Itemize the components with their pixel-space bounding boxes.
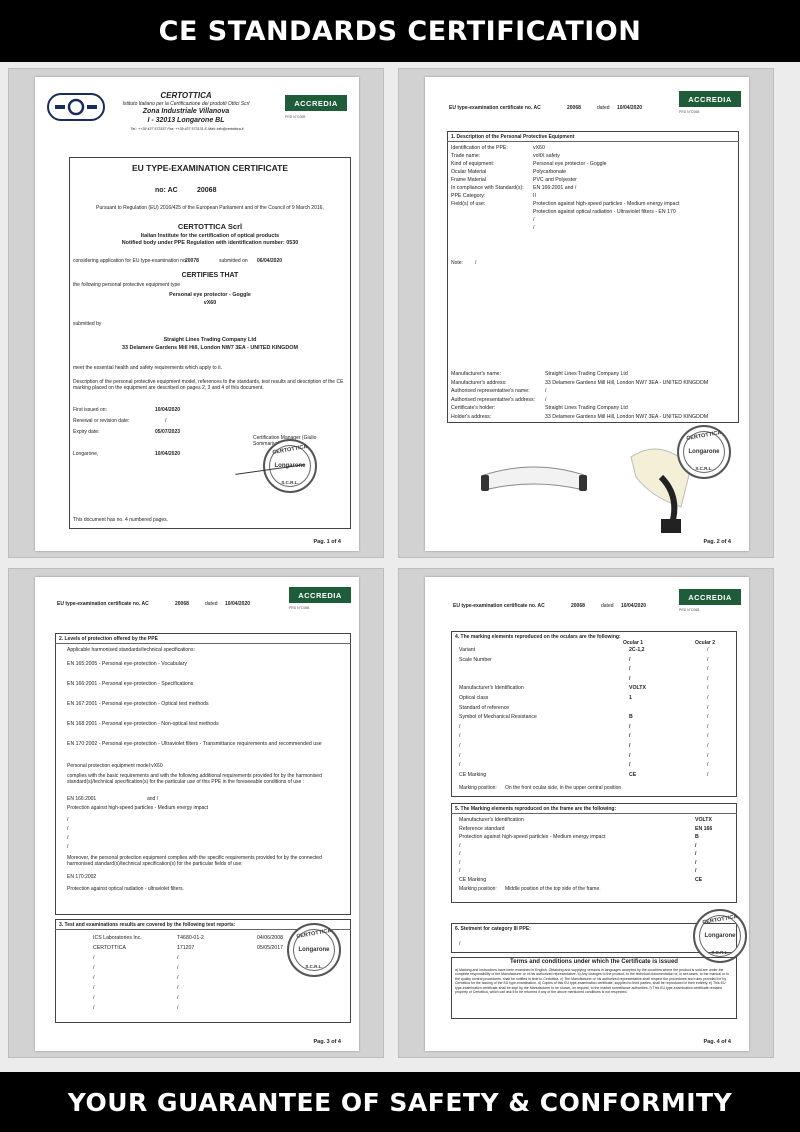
goggle-front-icon	[479, 457, 589, 497]
stamp-bottom-text: S.C.R.L.	[281, 480, 299, 485]
stamp-ring-text: CERTOTTICA	[272, 443, 308, 457]
marking-ocular-2: /	[707, 666, 709, 673]
marking-ocular-1: 1	[629, 695, 632, 701]
report-number: 171207	[177, 945, 195, 951]
standard-1: EN 166:2001	[67, 796, 97, 802]
marking-ocular-1: /	[629, 762, 631, 769]
expiry-value: 05/07/2023	[155, 429, 181, 435]
standard-2: EN 170:2002	[67, 874, 97, 880]
ppe-field-label: Frame Material	[451, 177, 486, 183]
marking-ocular-2: /	[707, 685, 709, 692]
marking-ocular-2: /	[707, 762, 709, 769]
section-6-value: /	[459, 941, 461, 947]
page-number: Pag. 3 of 4	[313, 1039, 341, 1045]
certificate-page-4	[398, 568, 774, 1058]
terms-title: Terms and conditions under which the Certificate is issued	[510, 959, 678, 965]
stamp-ring-text: CERTOTTICA	[686, 429, 722, 443]
frame-marking-label: /	[459, 868, 461, 874]
report-lab: /	[93, 1005, 95, 1011]
stamp-bottom-text: S.C.R.L.	[305, 964, 323, 969]
marking-ocular-2: /	[707, 675, 709, 682]
certottica-stamp-icon	[287, 923, 341, 977]
note-value: /	[475, 260, 477, 266]
header-cert-no: 20068	[567, 105, 581, 111]
divider	[447, 141, 739, 142]
frame-marking-label: Protection against high-speed particles - Medium energy impact	[459, 834, 606, 840]
marking-ocular-1: VOLTX	[629, 685, 646, 692]
product-model: vX60	[203, 300, 217, 306]
complies-text: complies with the basic requirements and with the following additional requirements provided for by the harmonised standard(s)/technical specification(s) for the particular use of this PPE in the foreseeable conditions of use :	[67, 773, 322, 786]
report-number: T4680-01-2	[177, 935, 204, 941]
ppe-field-label: Field(s) of use:	[451, 201, 486, 207]
marking-label: /	[459, 752, 461, 759]
frame-marking-label: /	[459, 851, 461, 857]
divider	[55, 643, 351, 644]
frame-marking-value: /	[695, 859, 697, 866]
standard-item: EN 166:2001 - Personal eye-protection - Specifications	[67, 681, 194, 687]
model-line: Personal protection equipment model:vX60	[67, 763, 163, 769]
marking-ocular-2: /	[707, 723, 709, 730]
place-date: 10/04/2020	[155, 451, 181, 457]
page-number: Pag. 1 of 4	[313, 539, 341, 545]
manufacturer-field-value: 33 Delamere Gardens Mill Hill, London NW7 3EA - UNITED KINGDOM	[545, 379, 709, 386]
ppe-field-value: PVC and Polyester	[533, 177, 577, 183]
company-address: 33 Delamere Gardens Mill Hill, London NW7 3EA - UNITED KINGDOM	[122, 345, 298, 351]
ppe-field-value: vX60	[533, 145, 545, 151]
section-6-heading: 6. Stetment for category III PPE:	[455, 926, 531, 932]
marking-ocular-1: /	[629, 675, 631, 682]
pursuant-text: Pursuant to Regulation (EU) 2016/425 of the European Parliament and of the Council of 9 March 2016,	[96, 205, 324, 211]
standard-item: EN 168:2001 - Personal eye-protection - Non-optical test methods	[67, 721, 219, 727]
report-number: /	[177, 965, 179, 971]
stamp-bottom-text: S.C.R.L.	[695, 466, 713, 471]
top-banner: CE STANDARDS CERTIFICATION	[0, 0, 800, 62]
manufacturer-field-value: Straight Lines Trading Company Ltd	[545, 405, 628, 411]
meets-text: meet the essential health and safety requirements which apply to it.	[73, 365, 222, 371]
body-desc-2: Notified body under PPE Regulation with identification number: 0530	[121, 240, 299, 246]
application-no: 20078	[185, 258, 199, 264]
submitted-on-label: submitted on	[219, 258, 248, 264]
certificate-page-2	[398, 68, 774, 558]
marking-ocular-1: CE	[629, 771, 637, 778]
stamp-center-text: Longarone	[688, 449, 720, 455]
certifies-heading: CERTIFIES THAT	[181, 272, 239, 279]
stamp-center-text: Longarone	[704, 933, 736, 939]
marking-ocular-1: /	[629, 666, 631, 673]
and-text: and /	[147, 796, 159, 802]
certificate-title: EU TYPE-EXAMINATION CERTIFICATE	[132, 163, 288, 173]
manufacturer-field-label: Authorised representative's address:	[451, 396, 536, 403]
section-2-heading: 2. Levels of protection offered by the PPE	[59, 636, 158, 642]
manufacturer-field-label: Authorised representative's name:	[451, 388, 530, 394]
sheet-page-1	[35, 77, 359, 551]
marking-label: /	[459, 762, 461, 769]
frame-marking-label: CE Marking	[459, 876, 487, 883]
certificate-no-label: no: AC	[155, 187, 178, 194]
report-number: /	[177, 995, 179, 1001]
marking-label: Scale Number	[459, 656, 492, 663]
org-subtitle: Istituto Italiano per la Certificazione dei prodotti Ottici Scrl	[122, 101, 250, 107]
accredia-note: PRD N°C06B	[285, 115, 306, 119]
frame-position-value: Middle position of the top side of the frame.	[505, 886, 601, 892]
section-3-heading: 3. Test and examinations results are covered by the following test reports:	[59, 922, 236, 928]
marking-label: Optical class	[459, 695, 489, 701]
marking-label: Standard of reference	[459, 704, 510, 711]
marking-label: Manufacturer's Identification	[459, 685, 524, 692]
frame-marking-value: /	[695, 868, 697, 874]
report-lab: /	[93, 975, 95, 981]
header-dated: dated	[601, 603, 614, 609]
accredia-logo: ACCREDIA	[289, 587, 351, 603]
ppe-field-label: In compliance with Standard(s):	[451, 185, 524, 191]
marking-ocular-1: /	[629, 743, 631, 749]
standard-item: EN 170:2002 - Personal eye-protection - Ultraviolet filters - Transmittance requirements and recommended use	[67, 741, 322, 747]
marking-position-value: On the front ocular side, in the upper central position	[505, 785, 622, 791]
stamp-center-text: Longarone	[274, 463, 306, 469]
marking-label: CE Marking	[459, 771, 487, 778]
stamp-bottom-text: S.C.R.L.	[711, 950, 729, 955]
manufacturer-field-label: Holder's address:	[451, 413, 492, 420]
slash-item: /	[67, 826, 69, 832]
marking-ocular-2: /	[707, 733, 709, 740]
place-label: Longarone,	[73, 451, 99, 457]
ppe-field-label: Identification of the PPE:	[451, 145, 508, 151]
body-desc-1: Italian Institute for the certification of optical products	[140, 233, 280, 239]
frame-marking-value: EN 166	[695, 825, 713, 832]
ppe-field-value: Personal eye protector - Goggle	[533, 161, 607, 167]
header-cert-no: 20068	[175, 601, 189, 607]
sheet-page-4	[425, 577, 749, 1051]
ppe-field-value: II	[533, 193, 536, 199]
marking-label: /	[459, 723, 461, 730]
ppe-field-label: PPE Category:	[451, 193, 486, 199]
report-lab: CERTOTTICA	[93, 945, 126, 951]
header-line: EU type-examination certificate no. AC	[449, 105, 541, 111]
considering-text: considering application for EU type-examination no.	[73, 258, 188, 264]
report-lab: /	[93, 955, 95, 961]
manufacturer-field-value: Straight Lines Trading Company Ltd	[545, 371, 628, 377]
marking-ocular-2: /	[707, 743, 709, 749]
expiry-label: Expiry date:	[73, 429, 100, 435]
manager-title: Certification Manager (Giulio Sommariva)	[253, 435, 317, 448]
header-dated: dated	[597, 105, 610, 111]
product-name: Personal eye protector - Goggle	[169, 292, 251, 298]
ocular-1-heading: Ocular 1	[623, 640, 644, 646]
frame-marking-label: Reference standard	[459, 825, 505, 832]
header-dated: dated	[205, 601, 218, 607]
standard-item: EN 165:2005 - Personal eye-protection - Vocabulary	[67, 661, 187, 667]
stamp-ring-text: CERTOTTICA	[702, 913, 738, 927]
accredia-logo: ACCREDIA	[679, 589, 741, 605]
manufacturer-field-value: 33 Delamere Gardens Mill Hill, London NW7 3EA - UNITED KINGDOM	[545, 413, 709, 420]
certificate-grid	[0, 62, 800, 1072]
org-address-1: Zona Industriale Villanova	[142, 108, 230, 115]
page-number: Pag. 4 of 4	[703, 1039, 731, 1045]
marking-label: /	[459, 743, 461, 749]
org-contacts: Tel.: ++39 437 573157 Fax: ++39 437 573131 E-Mail: info@certottica.it	[130, 127, 244, 131]
description-text: Description of the personal protective equipment model, references to the standards, test results and description of the CE marking placed on the equipment are described on pages 2, 3 and 4 of this document.	[73, 379, 344, 392]
marking-ocular-2: /	[707, 704, 709, 711]
report-lab: ICS Laboratories Inc.	[93, 935, 142, 941]
marking-ocular-1: /	[629, 723, 631, 730]
stamp-center-text: Longarone	[298, 947, 330, 953]
section-5-heading: 5. The Marking elements reproduced on the frame are the following:	[455, 806, 617, 812]
ppe-field-value: Protection against optical radiation - Ultraviolet filters - EN 170	[533, 209, 676, 215]
standard-item: EN 167:2001 - Personal eye-protection - Optical test methods	[67, 701, 209, 707]
accredia-logo: ACCREDIA	[679, 91, 741, 107]
frame-marking-value: /	[695, 851, 697, 857]
header-date: 10/04/2020	[617, 105, 643, 111]
marking-label: Symbol of Mechanical Resistance	[459, 714, 537, 721]
marking-ocular-2: /	[707, 714, 709, 721]
org-name: CERTOTTICA	[160, 91, 212, 100]
marking-ocular-2: /	[707, 647, 709, 653]
manufacturer-field-value: /	[545, 396, 547, 403]
impact-text: Protection against high-speed particles - Medium energy impact	[67, 805, 209, 811]
renewal-label: Renewal or revision date:	[73, 418, 130, 424]
header-cert-no: 20068	[571, 603, 585, 609]
slash-item: /	[67, 844, 69, 850]
marking-ocular-2: /	[707, 771, 709, 778]
company-name: Straight Lines Trading Company Ltd	[163, 337, 257, 343]
accredia-note: PRD N°C06B	[679, 608, 700, 612]
marking-ocular-2: /	[707, 695, 709, 701]
ppe-field-value: Polycarbonate	[533, 169, 567, 175]
marking-ocular-1: /	[629, 733, 631, 740]
moreover-text: Moreover, the personal protection equipment complies with the specific requirements provided for by the connected harmonised standard(s)/technical specification(s) for the particular fields of use:	[67, 855, 322, 868]
ppe-field-label: Trade name:	[451, 153, 481, 159]
accredia-note: PRD N°C06B	[679, 110, 700, 114]
report-number: /	[177, 985, 179, 991]
header-date: 10/04/2020	[621, 603, 647, 609]
accredia-note: PRD N°C06B	[289, 606, 310, 610]
marking-ocular-1: /	[629, 752, 631, 759]
submitted-by-label: submitted by	[73, 321, 102, 327]
optical-text: Protection against optical radiation - ultraviolet filters.	[67, 886, 185, 892]
report-lab: /	[93, 995, 95, 1001]
report-lab: /	[93, 965, 95, 971]
org-address-2: I - 32013 Longarone BL	[147, 117, 225, 124]
section-1-heading: 1. Description of the Personal Protective Equipment	[451, 134, 575, 140]
ppe-field-label: Ocular Material	[451, 169, 487, 175]
report-date: 05/05/2017	[257, 945, 283, 951]
ppe-field-label: Kind of equipment:	[451, 161, 495, 167]
ppe-field-value: EN 166:2001 and /	[533, 185, 577, 191]
slash-item: /	[67, 817, 69, 823]
note-label: Note:	[451, 260, 463, 266]
report-number: /	[177, 955, 179, 961]
header-line: EU type-examination certificate no. AC	[453, 603, 545, 609]
manufacturer-field-value: /	[545, 388, 547, 394]
report-number: /	[177, 975, 179, 981]
certottica-logo-icon	[47, 93, 105, 121]
renewal-value: /	[165, 418, 167, 424]
divider	[451, 813, 737, 814]
ppe-field-value: /	[533, 225, 535, 231]
report-lab: /	[93, 985, 95, 991]
frame-marking-label: Manufacturer's Identification	[459, 817, 524, 823]
ppe-field-value: /	[533, 217, 535, 223]
sheet-page-2	[425, 77, 749, 551]
certificate-page-1	[8, 68, 384, 558]
certificate-page-3	[8, 568, 384, 1058]
first-issued-value: 10/04/2020	[155, 407, 181, 413]
marking-ocular-1: /	[629, 656, 631, 663]
marking-ocular-1: B	[629, 714, 633, 721]
marking-label: /	[459, 733, 461, 740]
ppe-field-value: Protection against high-speed particles - Medium energy impact	[533, 201, 680, 207]
certottica-stamp-icon	[693, 909, 747, 963]
ocular-2-heading: Ocular 2	[695, 640, 716, 646]
accredia-logo: ACCREDIA	[285, 95, 347, 111]
frame-marking-value: CE	[695, 876, 703, 883]
body-name: CERTOTTICA Scrl	[177, 222, 243, 231]
sheet-page-3	[35, 577, 359, 1051]
frame-marking-value: /	[695, 842, 697, 849]
certificate-no-value: 20068	[197, 187, 217, 194]
applicable-text: Applicable harmonised standards/technical specifications:	[67, 647, 195, 653]
page-number: Pag. 2 of 4	[703, 539, 731, 545]
frame-marking-label: /	[459, 842, 461, 849]
frame-marking-value: B	[695, 834, 699, 840]
marking-label: Variant	[459, 647, 476, 653]
frame-marking-value: VOLTX	[695, 817, 712, 823]
manufacturer-field-label: Certificate's holder:	[451, 405, 496, 411]
manufacturer-field-label: Manufacturer's name:	[451, 371, 502, 377]
report-date: 04/06/2008	[257, 935, 283, 941]
following-text: the following personal protective equipment type	[73, 282, 181, 288]
stamp-ring-text: CERTOTTICA	[296, 927, 332, 941]
certottica-stamp-icon	[677, 425, 731, 479]
marking-position-label: Marking position:	[459, 785, 497, 791]
submitted-date: 06/04/2020	[257, 258, 283, 264]
header-date: 10/04/2020	[225, 601, 251, 607]
terms-text: a) Marking and instructions have been examined in English. Obtaining and supplying versions in languages accepted by the countries where the product is sold are under the complete responsibility of the Manufacturer or of his authorized representative. b) Any changes to the product, to the technical documentation or, in set cases, to the manual or to the quality control procedures, shall be notified in time to Certottica. c) The Manufacturer or his authorized representative shall respect the procedures and rules provided for by Certottica for the issuing of the EU type-examination. d) Copies of this EU type-examination certificate, supplied to third parties, shall be reproduced in their entirety. e) This EU type-examination certificate shall be kept by the Manufacturer to be shown, on request, to the market surveillance authorities. f) This EU type-examination certificate remains property of Certottica, which can ask it to be returned if any of the above mentioned conditions is not respected.	[455, 968, 729, 994]
bottom-banner: YOUR GUARANTEE OF SAFETY & CONFORMITY	[0, 1072, 800, 1132]
first-issued-label: First issued on:	[73, 407, 107, 413]
header-line: EU type-examination certificate no. AC	[57, 601, 149, 607]
ppe-field-value: voltX safety	[533, 153, 560, 159]
slash-item: /	[67, 835, 69, 841]
marking-ocular-2: /	[707, 656, 709, 663]
report-number: /	[177, 1005, 179, 1011]
marking-ocular-1: 2C-1,2	[629, 647, 645, 653]
manufacturer-field-label: Manufacturer's address:	[451, 379, 507, 386]
marking-ocular-2: /	[707, 752, 709, 759]
frame-position-label: Marking position:	[459, 886, 497, 892]
section-4-heading: 4. The marking elements reproduced on the oculars are the following:	[455, 634, 621, 640]
footer-note: This document has no. 4 numbered pages.	[73, 517, 169, 523]
frame-marking-label: /	[459, 859, 461, 866]
